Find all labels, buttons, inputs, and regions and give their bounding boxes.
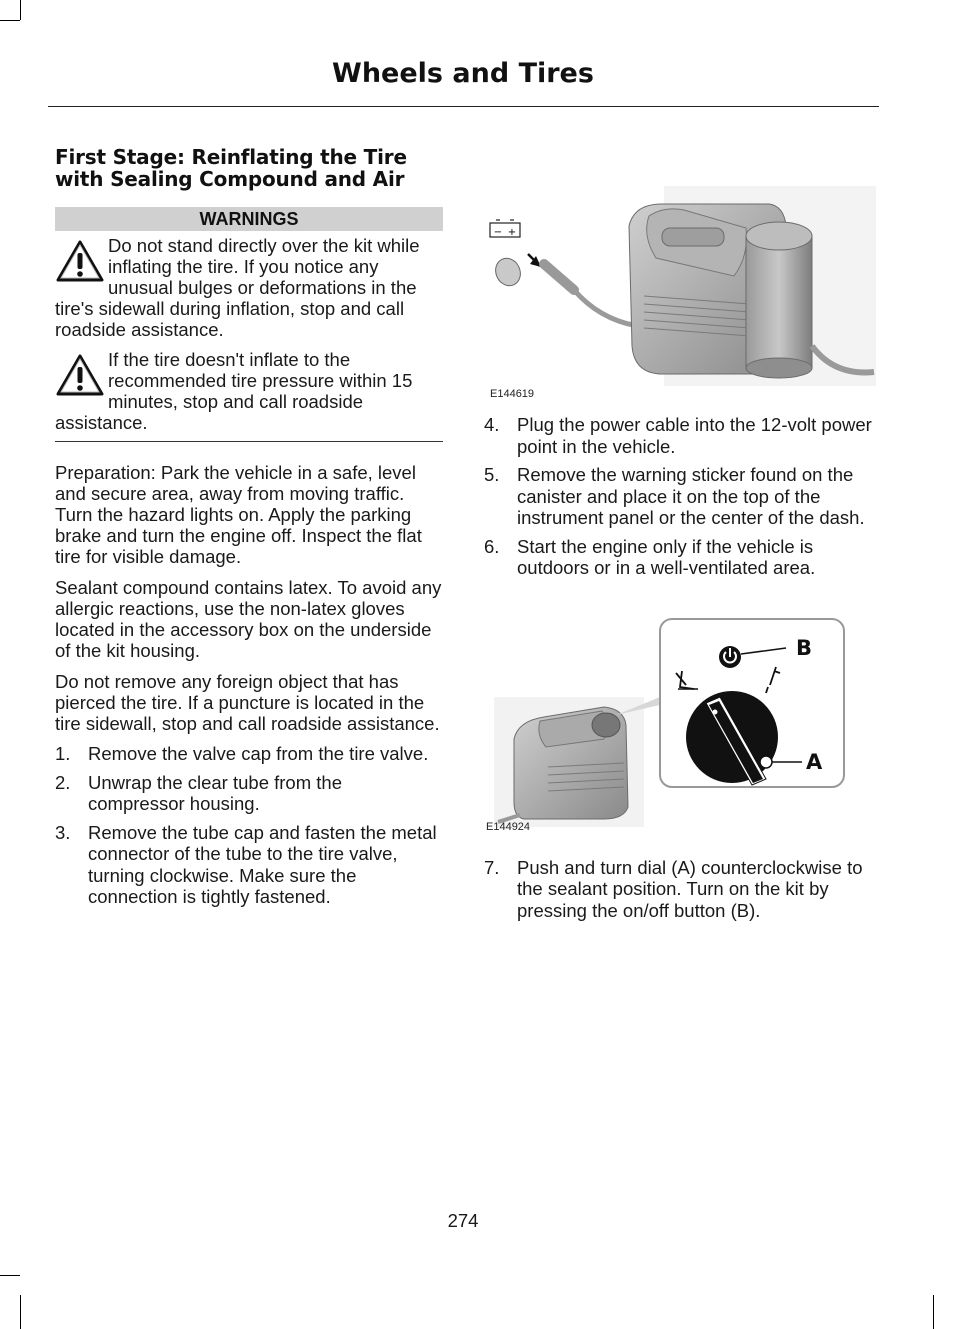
crop-mark	[20, 0, 21, 20]
step-number: 4.	[484, 414, 500, 435]
crop-mark	[933, 1295, 934, 1329]
figure-code: E144619	[490, 388, 535, 400]
step-number: 5.	[484, 464, 500, 485]
step-text: Push and turn dial (A) counterclockwise to the sealant position. Turn on the kit by pressing the on/off button (B).	[517, 856, 863, 921]
dial-illustration	[484, 597, 876, 829]
warning-item	[55, 235, 443, 340]
crop-mark	[0, 1275, 20, 1276]
warnings-header: WARNINGS	[55, 207, 443, 231]
list-item	[484, 414, 876, 457]
figure-code: E144924	[486, 820, 531, 833]
battery-plus-label: +	[507, 227, 517, 238]
figure-dial-button	[484, 597, 876, 847]
figure-compressor-power	[484, 186, 876, 406]
step-number: 1.	[55, 743, 71, 764]
step-text: Remove the warning sticker found on the canister and place it on the top of the instrument panel or the center of the dash.	[517, 464, 865, 528]
step-text: Remove the valve cap from the tire valve.	[88, 743, 429, 764]
steps-list	[55, 743, 443, 908]
compressor-illustration	[484, 186, 876, 386]
label-b: B	[796, 635, 813, 660]
step-text: Remove the tube cap and fasten the metal connector of the tube to the tire valve, turning clockwise. Make sure the connection is tightly fastened.	[88, 821, 437, 907]
page-number: 274	[447, 1210, 479, 1231]
list-item	[55, 822, 443, 908]
steps-list	[484, 414, 876, 579]
step-text: Plug the power cable into the 12-volt power point in the vehicle.	[517, 414, 872, 457]
list-item	[484, 464, 876, 529]
battery-minus-label: −	[493, 227, 503, 238]
paragraph-latex: Sealant compound contains latex. To avoid any allergic reactions, use the non-latex gloves located in the accessory box on the underside of the kit housing.	[55, 577, 442, 661]
list-item	[55, 743, 443, 765]
steps-list	[484, 857, 876, 922]
warning-text: If the tire doesn't inflate to the recommended tire pressure within 15 minutes, stop and call roadside assistance.	[55, 349, 413, 433]
warning-text: Do not stand directly over the kit while inflating the tire. If you notice any unusual bulges or deformations in the tire's sidewall during inflation, stop and call roadside assistance.	[55, 235, 420, 340]
list-item	[55, 772, 443, 815]
left-column	[55, 146, 443, 915]
warning-triangle-icon	[55, 239, 105, 283]
list-item	[484, 536, 876, 579]
crop-mark	[20, 1295, 21, 1329]
section-heading: First Stage: Reinflating the Tire with Sealing Compound and Air	[55, 145, 407, 191]
page-title: Wheels and Tires	[332, 58, 594, 89]
paragraph-preparation: Preparation: Park the vehicle in a safe, level and secure area, away from moving traffic. Turn the hazard lights on. Apply the parking brake and turn the engine off. Inspect the flat tire for visible damage.	[55, 462, 422, 567]
step-text: Start the engine only if the vehicle is outdoors or in a well-ventilated area.	[517, 535, 816, 578]
crop-mark	[0, 20, 20, 21]
right-column	[484, 186, 876, 928]
warnings-divider	[55, 441, 443, 442]
label-a: A	[806, 749, 823, 774]
list-item	[484, 857, 876, 922]
step-number: 7.	[484, 856, 500, 878]
step-text: Unwrap the clear tube from the compressor housing.	[88, 771, 342, 814]
step-number: 3.	[55, 821, 71, 843]
step-number: 6.	[484, 535, 500, 557]
warning-item	[55, 349, 443, 433]
step-number: 2.	[55, 771, 71, 793]
title-divider	[48, 106, 879, 107]
warning-triangle-icon	[55, 353, 105, 397]
paragraph-foreign-object: Do not remove any foreign object that has pierced the tire. If a puncture is located in the tire sidewall, stop and call roadside assistance.	[55, 671, 440, 734]
